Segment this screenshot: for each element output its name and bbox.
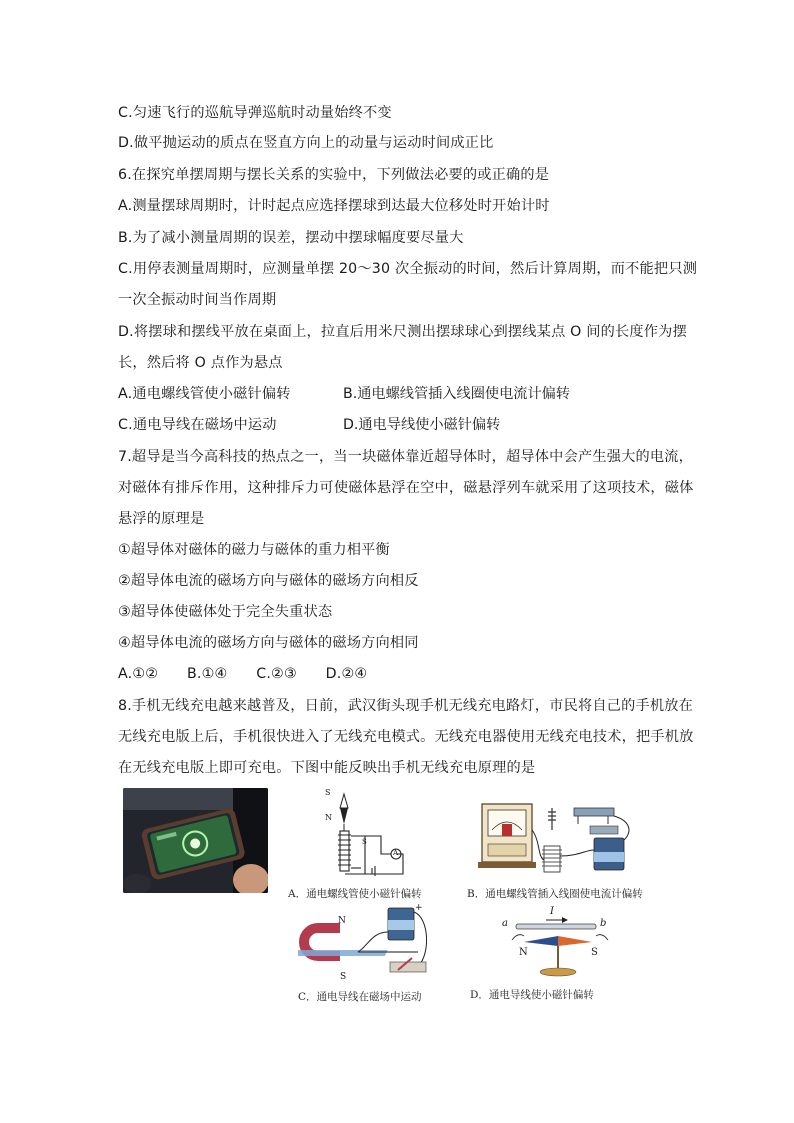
question-6-option-a: A.测量摆球周期时，计时起点应选择摆球到达最大位移处时开始计时	[118, 198, 550, 214]
question-6-stem: 6.在探究单摆周期与摆长关系的实验中，下列做法必要的或正确的是	[118, 167, 550, 183]
question-7-line3: 悬浮的原理是	[118, 511, 205, 527]
question-6-option-c-line1: C.用停表测量周期时，应测量单摆 20～30 次全振动的时间，然后计算周期，而不能把只测	[118, 261, 698, 277]
figure-d-label-b: b	[600, 918, 607, 929]
statement-2: ②超导体电流的磁场方向与磁体的磁场方向相反	[118, 573, 419, 589]
figure-d-label-s: S	[591, 947, 598, 958]
figure-a-label-ammeter: A	[393, 849, 399, 857]
question-7-line2: 对磁体有排斥作用，这种排斥力可使磁体悬浮在空中，磁悬浮列车就采用了这项技术，磁体	[118, 480, 694, 496]
figure-a-label-s: S	[325, 788, 331, 797]
figure-c-caption: C．通电导线在磁场中运动	[298, 991, 422, 1003]
figure-a-label-n: N	[325, 813, 332, 822]
stray-option-c: C.通电导线在磁场中运动	[118, 417, 277, 433]
option-d-line: D.做平抛运动的质点在竖直方向上的动量与运动时间成正比	[118, 135, 494, 151]
option-c-line: C.匀速飞行的巡航导弹巡航时动量始终不变	[118, 105, 392, 121]
figure-d-label-a: a	[502, 918, 508, 929]
question-6-option-d-line1: D.将摆球和摆线平放在桌面上，拉直后用米尺测出摆球球心到摆线某点 O 间的长度作为摆	[118, 324, 687, 340]
question-8-line1: 8.手机无线充电越来越普及，日前，武汉街头现手机无线充电路灯，市民将自己的手机放在	[118, 698, 694, 714]
figure-d-label-i: I	[550, 906, 554, 917]
stray-option-d: D.通电导线使小磁针偏转	[343, 417, 501, 433]
wireless-charging-photo	[123, 788, 268, 893]
statement-3: ③超导体使磁体处于完全失重状态	[118, 604, 333, 620]
question-7-choices: A.①② B.①④ C.②③ D.②④	[118, 666, 368, 682]
figure-c-label-n: N	[338, 916, 346, 926]
statement-4: ④超导体电流的磁场方向与磁体的磁场方向相同	[118, 635, 419, 651]
figure-a-solenoid-needle	[300, 786, 430, 890]
statement-1: ①超导体对磁体的磁力与磁体的重力相平衡	[118, 542, 390, 558]
figure-a-label-s2: S	[362, 838, 367, 846]
figure-b-caption: B．通电螺线管插入线圈使电流计偏转	[467, 888, 643, 900]
question-6-option-b: B.为了减小测量周期的误差，摆动中摆球幅度要尽量大	[118, 230, 464, 246]
figure-d-caption: D．通电导线使小磁针偏转	[470, 989, 594, 1001]
figure-c-magnet-wire	[298, 902, 438, 990]
question-6-option-d-line2: 长，然后将 O 点作为悬点	[118, 355, 283, 371]
figure-d-label-n: N	[519, 947, 528, 958]
figure-b-galvanometer	[478, 800, 648, 882]
question-6-option-c-line2: 一次全振动时间当作周期	[118, 292, 277, 308]
figure-d-wire-needle	[500, 906, 620, 990]
question-7-line1: 7.超导是当今高科技的热点之一，当一块磁体靠近超导体时，超导体中会产生强大的电流，	[118, 449, 694, 465]
question-8-line2: 无线充电版上后，手机很快进入了无线充电模式。无线充电器使用无线充电技术，把手机放	[118, 729, 694, 745]
stray-option-a: A.通电螺线管使小磁针偏转	[118, 386, 291, 402]
figure-a-caption: A．通电螺线管使小磁针偏转	[288, 888, 422, 900]
question-8-line3: 在无线充电版上即可充电。下图中能反映出手机无线充电原理的是	[118, 760, 536, 776]
figure-c-label-plus: +	[415, 903, 423, 913]
stray-option-b: B.通电螺线管插入线圈使电流计偏转	[343, 386, 571, 402]
figure-c-label-s: S	[340, 972, 347, 982]
